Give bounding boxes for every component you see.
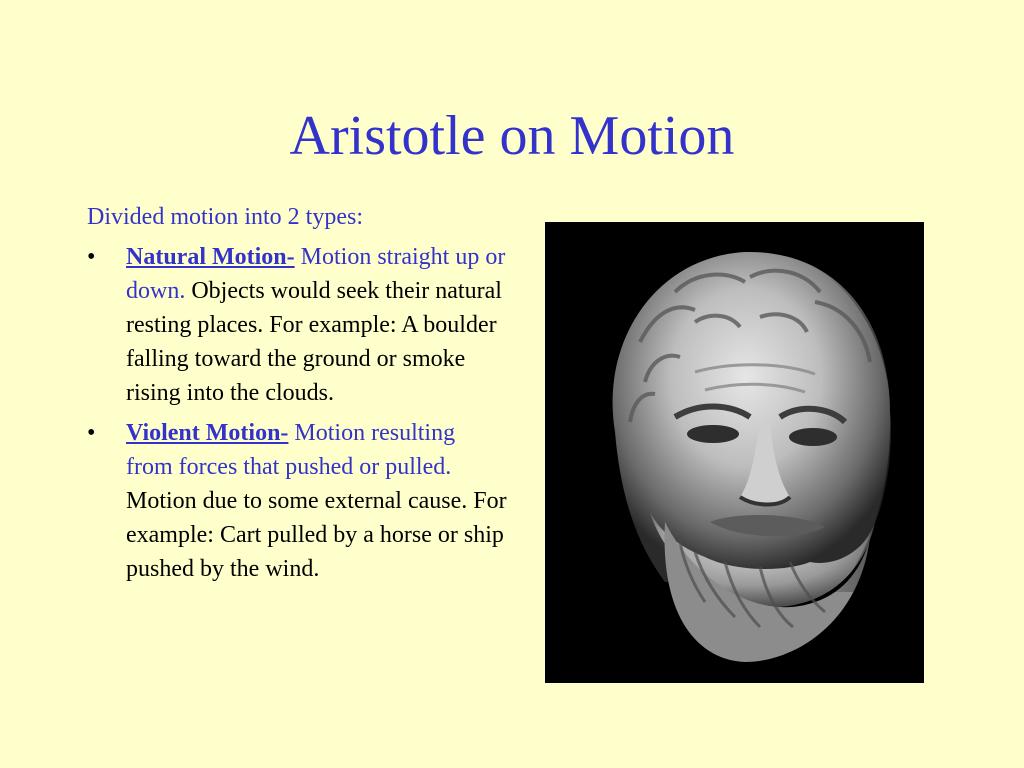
bullet-violent-motion bbox=[87, 416, 507, 586]
detail-violent-motion: Motion due to some external cause. For example: Cart pulled by a horse or ship pushed by the wind. bbox=[126, 488, 507, 582]
slide-body bbox=[87, 200, 507, 592]
slide-title: Aristotle on Motion bbox=[289, 105, 735, 167]
term-violent-motion: Violent Motion- bbox=[126, 420, 289, 446]
detail-natural-motion: Objects would seek their natural resting places. For example: A boulder falling toward the ground or smoke rising into the clouds. bbox=[126, 278, 502, 406]
definition-violent-motion: Motion resulting from forces that pushed or pulled. bbox=[126, 420, 456, 480]
definition-natural-motion: Motion straight up or down. bbox=[126, 244, 506, 304]
bullet-natural-motion bbox=[87, 240, 507, 410]
term-natural-motion: Natural Motion- bbox=[126, 244, 295, 270]
intro-text: Divided motion into 2 types: bbox=[87, 204, 363, 230]
aristotle-bust-photo bbox=[545, 222, 924, 683]
bullet-marker: • bbox=[87, 244, 96, 270]
bullet-marker: • bbox=[87, 420, 96, 446]
bust-illustration bbox=[545, 222, 924, 683]
